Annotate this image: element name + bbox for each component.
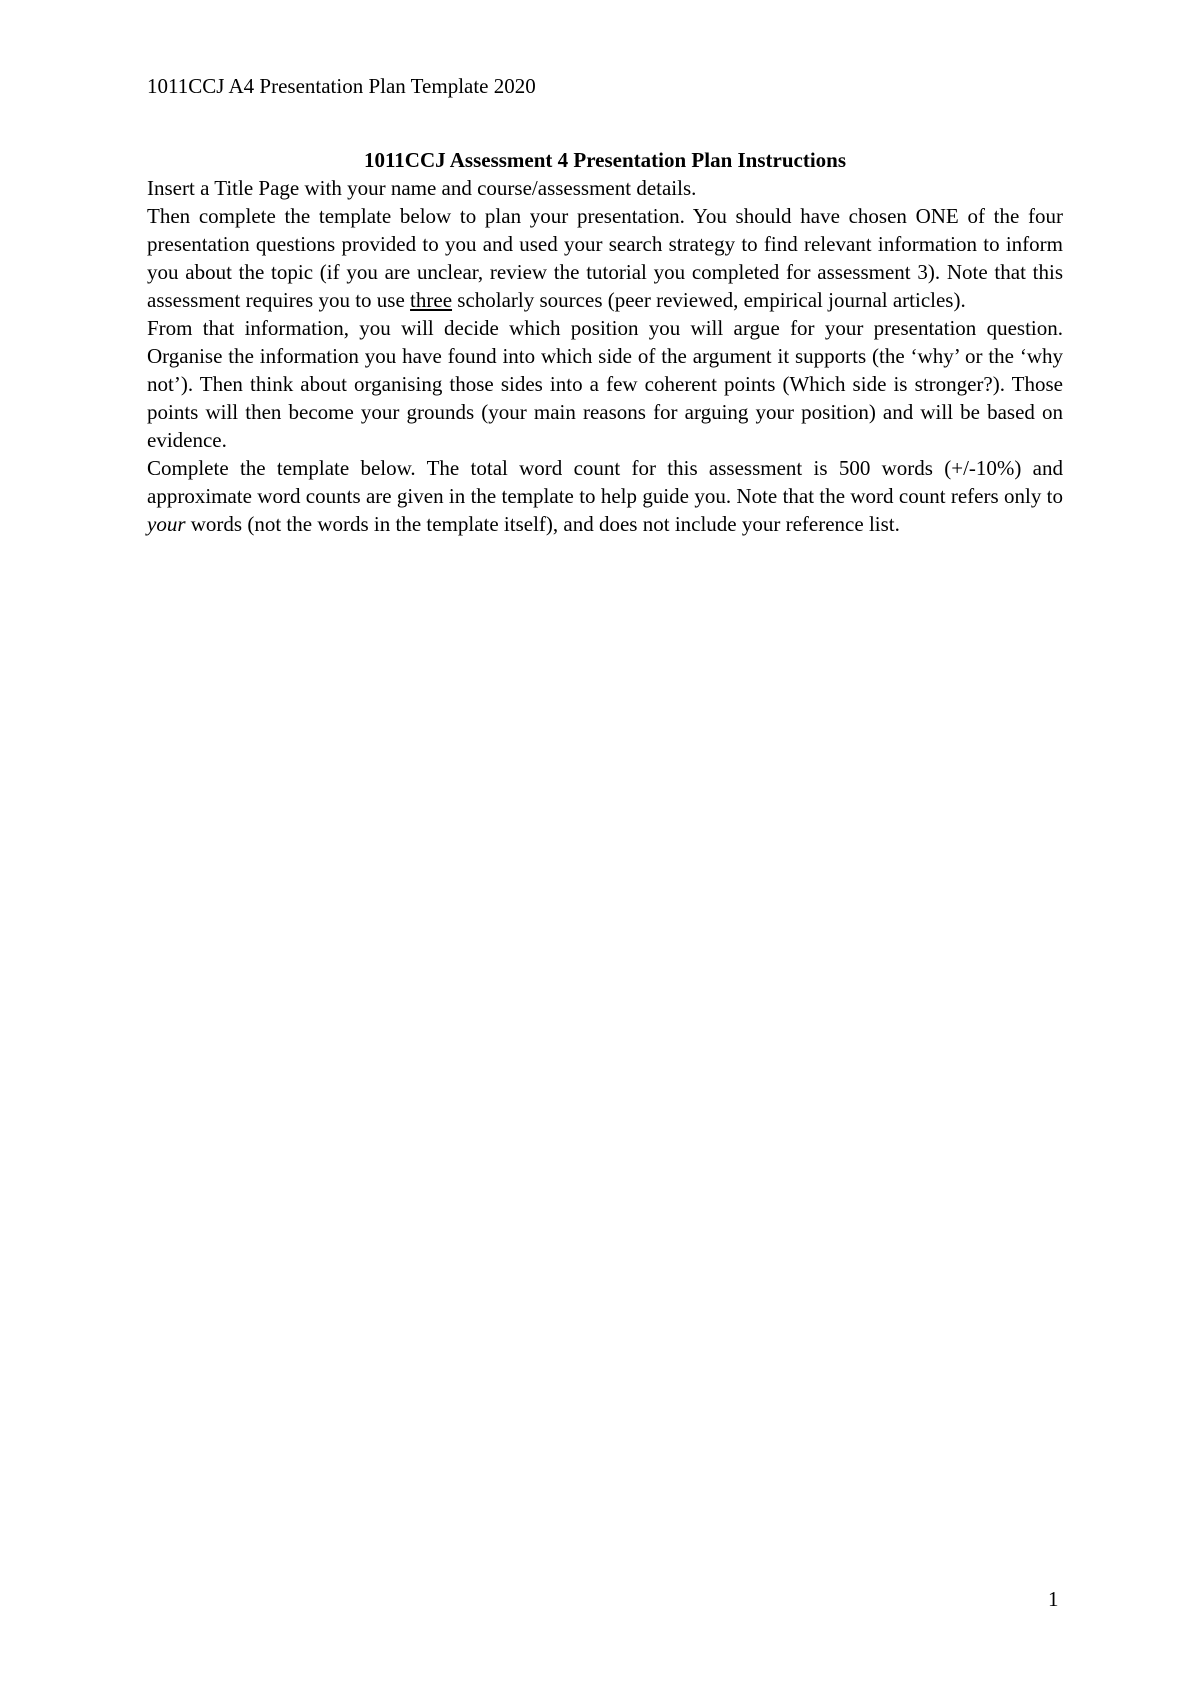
running-header: 1011CCJ A4 Presentation Plan Template 2020 xyxy=(147,74,536,98)
paragraph-text: scholarly sources (peer reviewed, empirical journal articles). xyxy=(452,288,966,312)
paragraph-argue-position: From that information, you will decide which position you will argue for your presentation question. Organise the information you have found into which side of the argument it supports (the ‘why’ or the ‘why not’). Then think about organising those sides into a few coherent points (Which side is stronger?). Those points will then become your grounds (your main reasons for arguing your position) and will be based on evidence. xyxy=(147,316,1063,452)
paragraph-text: words (not the words in the template itself), and does not include your reference list. xyxy=(185,512,900,536)
page-number: 1 xyxy=(1048,1587,1059,1611)
paragraph-complete-template xyxy=(147,202,1063,314)
underlined-word: three xyxy=(410,288,453,312)
italic-word: your xyxy=(147,512,186,536)
document-title: 1011CCJ Assessment 4 Presentation Plan Instructions xyxy=(363,148,847,172)
paragraph-title-page: Insert a Title Page with your name and course/assessment details. xyxy=(147,176,697,200)
paragraph-word-count xyxy=(147,454,1063,538)
document-body xyxy=(147,146,1063,538)
paragraph-text: Then complete the template below to plan your presentation. You should have chosen ONE of the four presentation questions provided to you and used your search strategy to find relevant information to inform you about the topic (if you are unclear, review the tutorial you completed for assessment 3). Note that this assessment requires you to use xyxy=(147,204,1063,312)
paragraph-text: Complete the template below. The total word count for this assessment is 500 words (+/-10%) and approximate word counts are given in the template to help guide you. Note that the word count refers only to xyxy=(147,456,1063,508)
